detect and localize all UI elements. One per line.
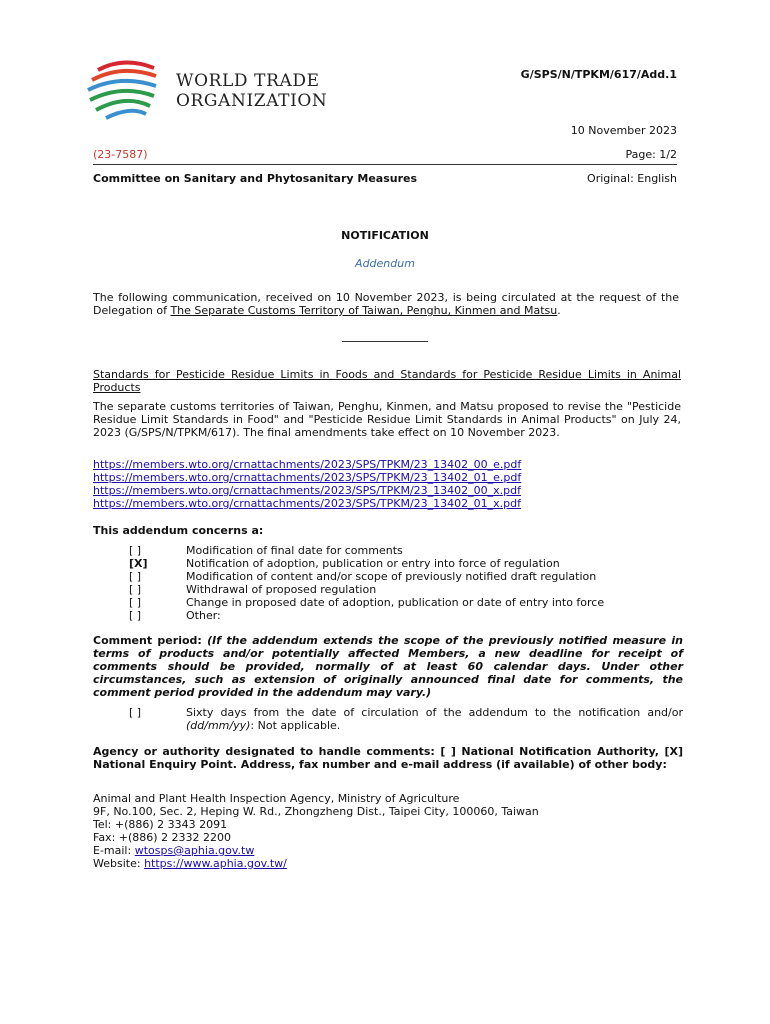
comment-period-label: Comment period:	[93, 634, 208, 647]
checkbox: [ ]	[129, 706, 142, 719]
intro-suffix: .	[557, 304, 561, 317]
notifying-member: The Separate Customs Territory of Taiwan, Penghu, Kinmen and Matsu	[170, 304, 558, 317]
checkbox: [ ]	[129, 583, 142, 596]
org-name-line1: WORLD TRADE	[176, 71, 320, 91]
notification-subtitle: Addendum	[355, 257, 415, 270]
comment-period-option-label	[186, 706, 683, 732]
section-divider	[342, 341, 428, 342]
option-suffix: : Not applicable.	[250, 719, 341, 732]
attachment-link[interactable]: https://members.wto.org/crnattachments/2023/SPS/TPKM/23_13402_01_e.pdf	[93, 471, 522, 484]
intro-prefix: The following communication, received on 10 November 2023, is being circulated at the request of the Delegation of	[93, 291, 679, 317]
page-number: Page: 1/2	[625, 148, 677, 161]
comment-period	[93, 634, 683, 699]
concerns-heading: This addendum concerns a:	[93, 524, 264, 537]
intro-paragraph	[93, 291, 679, 317]
wto-logo	[84, 56, 344, 126]
subject-title: Standards for Pesticide Residue Limits in Foods and Standards for Pesticide Residue Limits in Animal Products	[93, 368, 681, 394]
agency-fax: Fax: +(886) 2 2332 2200	[93, 831, 232, 844]
checkbox: [ ]	[129, 609, 142, 622]
committee-name: Committee on Sanitary and Phytosanitary Measures	[93, 172, 418, 185]
agency-name: Animal and Plant Health Inspection Agency, Ministry of Agriculture	[93, 792, 460, 805]
attachment-link[interactable]: https://members.wto.org/crnattachments/2023/SPS/TPKM/23_13402_00_e.pdf	[93, 458, 522, 471]
org-name-line2: ORGANIZATION	[176, 91, 328, 111]
notification-title: NOTIFICATION	[341, 229, 429, 242]
original-language: Original: English	[587, 172, 677, 185]
agency-website-line	[93, 857, 683, 870]
checkbox: [ ]	[129, 544, 142, 557]
date-format: (dd/mm/yy)	[186, 719, 251, 732]
description-paragraph: The separate customs territories of Taiwan, Penghu, Kinmen, and Matsu proposed to revise the "Pesticide Residue Limit Standards in Food" and "Pesticide Residue Limit Standards in Animal Products" on July 24, 2023 (G/SPS/N/TPKM/617). The final amendments take effect on 10 November 2023.	[93, 400, 681, 439]
wto-logo-icon	[84, 56, 164, 126]
attachment-link[interactable]: https://members.wto.org/crnattachments/2023/SPS/TPKM/23_13402_01_x.pdf	[93, 497, 521, 510]
checkbox-checked: [X]	[129, 557, 148, 570]
attachment-link[interactable]: https://members.wto.org/crnattachments/2023/SPS/TPKM/23_13402_00_x.pdf	[93, 484, 521, 497]
option-label: Modification of final date for comments	[186, 544, 403, 557]
option-label: Notification of adoption, publication or entry into force of regulation	[186, 557, 560, 570]
agency-tel: Tel: +(886) 2 3343 2091	[93, 818, 228, 831]
website-label: Website:	[93, 857, 145, 870]
document-symbol: G/SPS/N/TPKM/617/Add.1	[520, 68, 677, 81]
website-link[interactable]: https://www.aphia.gov.tw/	[144, 857, 287, 870]
option-label: Modification of content and/or scope of previously notified draft regulation	[186, 570, 597, 583]
email-link[interactable]: wtosps@aphia.gov.tw	[134, 844, 255, 857]
option-label: Change in proposed date of adoption, publication or date of entry into force	[186, 596, 605, 609]
header-divider	[93, 164, 677, 165]
agency-email-line	[93, 844, 683, 857]
email-label: E-mail:	[93, 844, 135, 857]
agency-address: 9F, No.100, Sec. 2, Heping W. Rd., Zhongzheng Dist., Taipei City, 100060, Taiwan	[93, 805, 539, 818]
option-text: Sixty days from the date of circulation of the addendum to the notification and/or	[186, 706, 683, 719]
document-date: 10 November 2023	[570, 124, 677, 137]
option-label: Other:	[186, 609, 221, 622]
comment-period-note: (If the addendum extends the scope of the previously notified measure in terms of products and/or potentially affected Members, a new deadline for receipt of comments should be provided, normally of at least 60 calendar days. Under other circumstances, such as extension of originally announced final date for comments, the comment period provided in the addendum may vary.)	[93, 634, 684, 699]
agency-heading: Agency or authority designated to handle comments: [ ] National Notification Authority, [X] National Enquiry Point. Address, fax number and e-mail address (if available) of other body:	[93, 745, 683, 771]
checkbox: [ ]	[129, 596, 142, 609]
reference-number: (23-7587)	[93, 148, 148, 161]
agency-contact	[93, 792, 683, 870]
option-label: Withdrawal of proposed regulation	[186, 583, 377, 596]
checkbox: [ ]	[129, 570, 142, 583]
